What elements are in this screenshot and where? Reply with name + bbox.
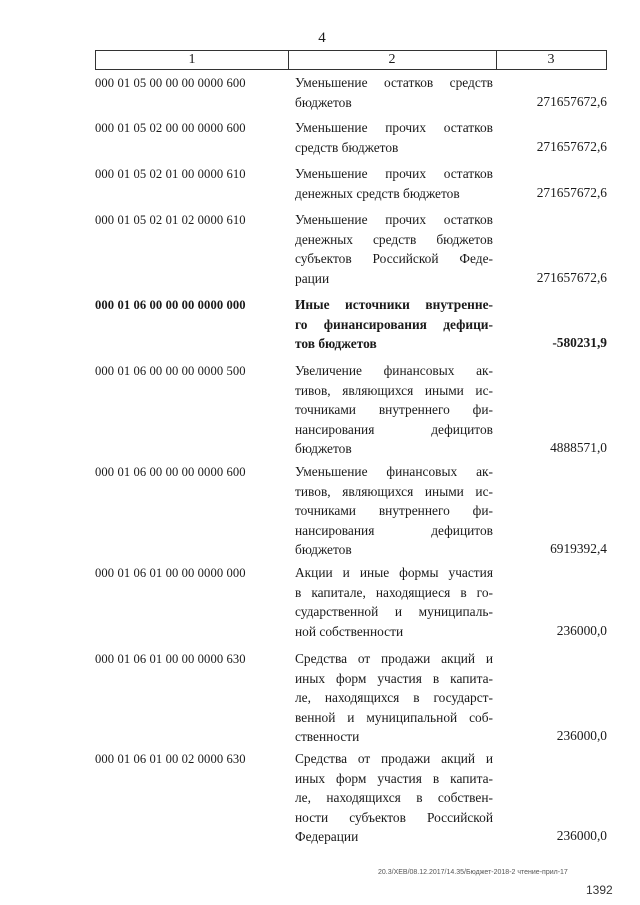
row-value: 236000,0 (556, 622, 607, 638)
row-name-line: го финансирования дефици- (295, 316, 493, 332)
row-name-line: Уменьшение прочих остатков (295, 212, 493, 227)
row-code: 000 01 05 02 01 00 0000 610 (95, 167, 246, 181)
row-value: 6919392,4 (550, 541, 607, 557)
row-name-line: Уменьшение финансовых ак- (295, 464, 493, 479)
row-name-line: субъектов Российской Феде- (295, 251, 493, 267)
row-name (295, 649, 493, 747)
row-name-line: иных форм участия в капита- (295, 670, 493, 686)
row-name-line: Средства от продажи акций и (295, 651, 493, 666)
row-name-line: денежных средств бюджетов (295, 185, 460, 201)
header-cell-3: 3 (547, 52, 555, 67)
row-name-line: тов бюджетов (295, 336, 377, 352)
row-code: 000 01 06 00 00 00 0000 500 (95, 364, 246, 378)
row-name-line: Акции и иные формы участия (295, 565, 493, 580)
corner-page-number: 1392 (586, 883, 613, 897)
row-name-line: Иные источники внутренне- (295, 297, 493, 312)
row-name-line: нансирования дефицитов (295, 421, 493, 437)
row-name-line: ной собственности (295, 623, 404, 639)
row-name-line: Уменьшение прочих остатков (295, 120, 493, 135)
row-name (295, 295, 493, 354)
row-name-line: иных форм участия в капита- (295, 770, 493, 786)
row-code: 000 01 06 00 00 00 0000 000 (95, 298, 246, 312)
row-name-line: Средства от продажи акций и (295, 751, 493, 766)
row-value: 271657672,6 (536, 93, 607, 109)
row-code: 000 01 06 01 00 02 0000 630 (95, 752, 246, 766)
row-value: 236000,0 (556, 828, 607, 844)
row-name (295, 118, 493, 157)
row-name-line: Увеличение финансовых ак- (295, 363, 493, 378)
row-name-line: средств бюджетов (295, 139, 399, 155)
row-name (295, 749, 493, 847)
row-code: 000 01 05 00 00 00 0000 600 (95, 76, 246, 90)
row-name-line: в капитале, находящиеся в го- (295, 584, 493, 600)
header-cell-2: 2 (288, 51, 497, 69)
row-name-line: тивов, являющихся иными ис- (295, 483, 493, 499)
row-name-line: ности субъектов Российской (295, 809, 493, 825)
page-number: 4 (318, 30, 326, 46)
row-name-line: Уменьшение остатков средств (295, 75, 493, 90)
row-name-line: сударственной и муниципаль- (295, 604, 493, 620)
row-name-line: Уменьшение прочих остатков (295, 166, 493, 181)
row-name (295, 164, 493, 203)
row-value: 271657672,6 (536, 184, 607, 200)
row-value: 271657672,6 (536, 138, 607, 154)
row-name-line: денежных средств бюджетов (295, 231, 493, 247)
row-code: 000 01 06 01 00 00 0000 000 (95, 566, 246, 580)
row-name (295, 563, 493, 641)
row-code: 000 01 06 01 00 00 0000 630 (95, 652, 246, 666)
row-name-line: ле, находящихся в государст- (295, 690, 493, 706)
row-name-line: Федерации (295, 829, 359, 845)
row-name-line: венной и муниципальной соб- (295, 709, 493, 725)
row-name-line: нансирования дефицитов (295, 522, 493, 538)
row-value: -580231,9 (552, 335, 607, 351)
row-value: 4888571,0 (550, 440, 607, 456)
row-name-line: тивов, являющихся иными ис- (295, 382, 493, 398)
row-name-line: бюджетов (295, 441, 352, 457)
row-value: 271657672,6 (536, 269, 607, 285)
row-name-line: рации (295, 270, 330, 286)
table-header (95, 50, 607, 70)
footer-stamp: 20.3/ХЕВ/08.12.2017/14.35/Бюджет-2018-2 чтение-прил-17 (378, 869, 568, 876)
row-name (295, 210, 493, 288)
header-cell-1: 1 (96, 51, 289, 69)
row-code: 000 01 06 00 00 00 0000 600 (95, 465, 246, 479)
row-name (295, 73, 493, 112)
row-name (295, 361, 493, 459)
row-name-line: ственности (295, 729, 360, 745)
row-code: 000 01 05 02 01 02 0000 610 (95, 213, 246, 227)
row-name-line: бюджетов (295, 542, 352, 558)
row-value: 236000,0 (556, 728, 607, 744)
row-name-line: ле, находящихся в собствен- (295, 790, 493, 806)
row-code: 000 01 05 02 00 00 0000 600 (95, 121, 246, 135)
row-name-line: точниками внутреннего фи- (295, 503, 493, 519)
row-name-line: точниками внутреннего фи- (295, 402, 493, 418)
row-name (295, 462, 493, 560)
row-name-line: бюджетов (295, 94, 352, 110)
